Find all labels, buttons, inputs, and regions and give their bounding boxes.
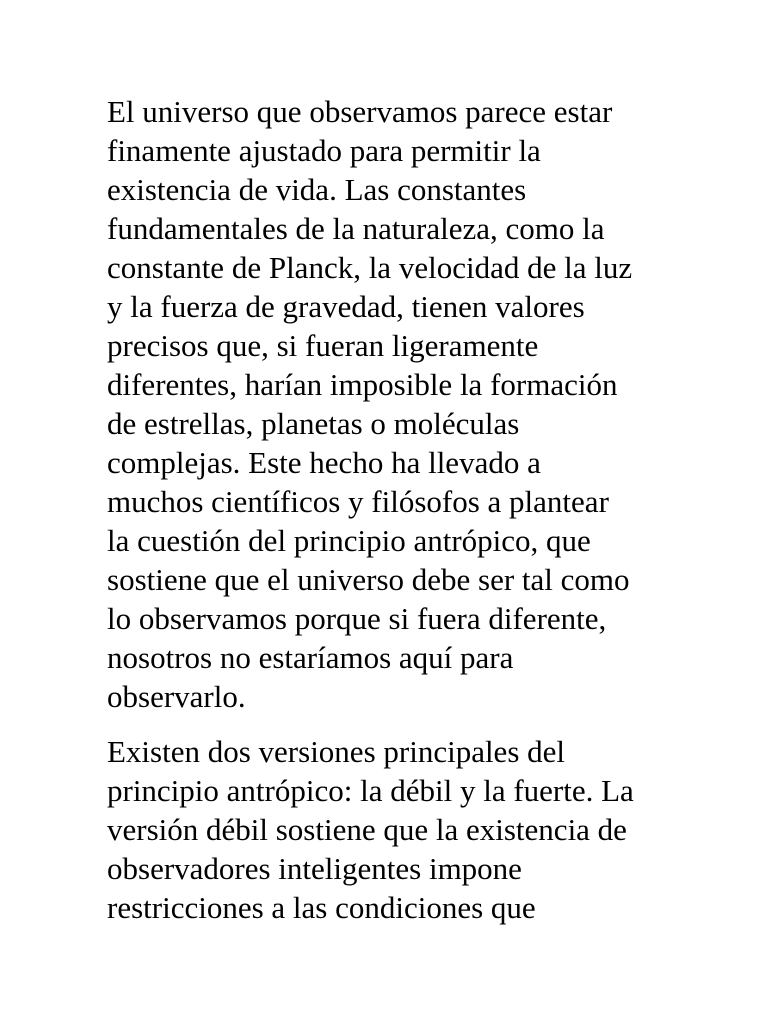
text-line: constante de Planck, la velocidad de la luz — [107, 250, 633, 285]
text-line: diferentes, harían imposible la formación — [107, 367, 618, 402]
text-line: la cuestión del principio antrópico, que — [107, 523, 591, 558]
text-line: restricciones a las condiciones que — [107, 890, 536, 925]
text-line: lo observamos porque si fuera diferente, — [107, 601, 607, 636]
text-line: nosotros no estaríamos aquí para — [107, 640, 514, 675]
text-line: principio antrópico: la débil y la fuerte. La — [107, 773, 634, 808]
text-line: sostiene que el universo debe ser tal como — [107, 562, 630, 597]
text-line: muchos científicos y filósofos a plantear — [107, 484, 609, 519]
text-line: complejas. Este hecho ha llevado a — [107, 445, 541, 480]
text-line: existencia de vida. Las constantes — [107, 172, 527, 207]
text-line: de estrellas, planetas o moléculas — [107, 406, 520, 441]
paragraph-1 — [107, 92, 667, 716]
text-line: versión débil sostiene que la existencia de — [107, 812, 627, 847]
paragraph-2 — [107, 732, 667, 927]
text-line: observadores inteligentes impone — [107, 851, 522, 886]
document-page — [107, 92, 667, 927]
text-line: El universo que observamos parece estar — [107, 94, 613, 129]
text-line: observarlo. — [107, 679, 246, 714]
text-line: y la fuerza de gravedad, tienen valores — [107, 289, 585, 324]
text-line: finamente ajustado para permitir la — [107, 133, 541, 168]
text-line: fundamentales de la naturaleza, como la — [107, 211, 605, 246]
text-line: precisos que, si fueran ligeramente — [107, 328, 539, 363]
text-line: Existen dos versiones principales del — [107, 734, 566, 769]
